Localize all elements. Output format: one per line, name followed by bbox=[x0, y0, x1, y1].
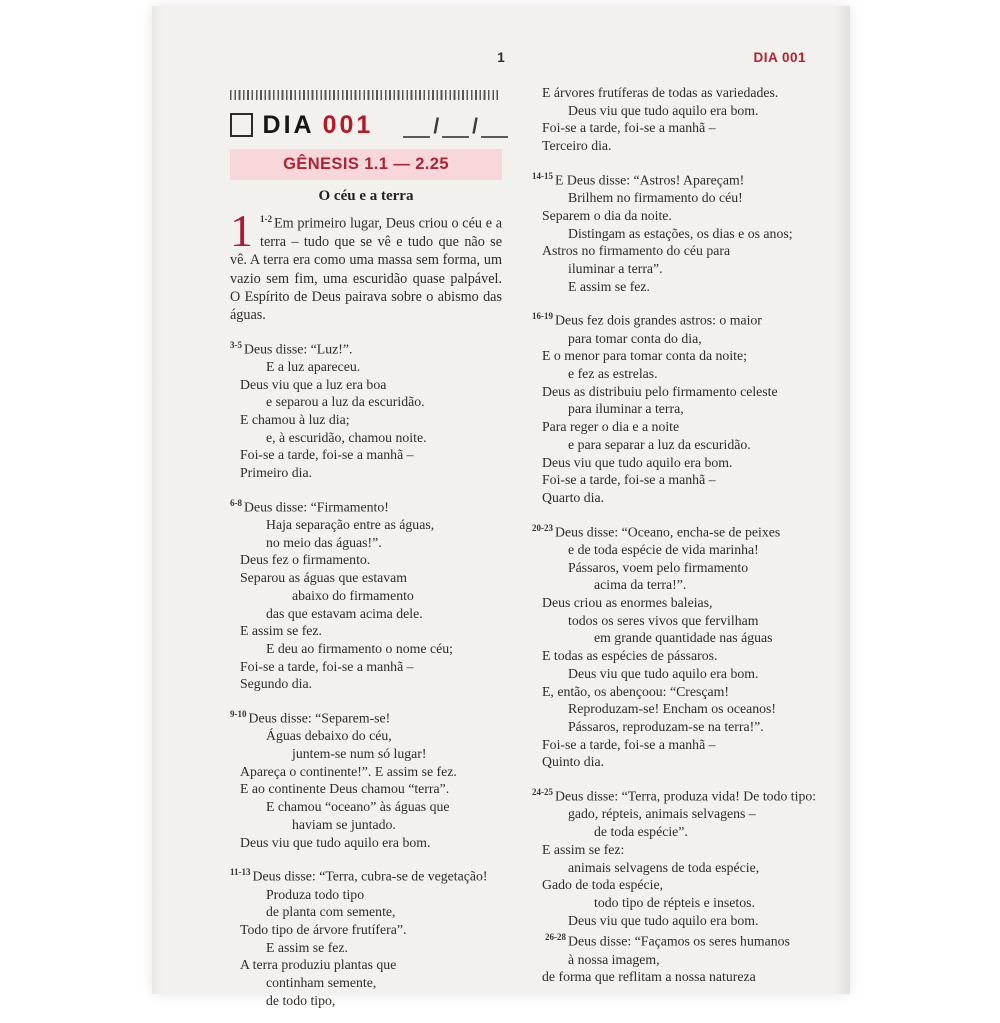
verse-line: de toda espécie”. bbox=[594, 824, 688, 840]
verse-stanza bbox=[532, 168, 810, 296]
verse-number: 3-5 bbox=[230, 339, 242, 350]
verse-line: Haja separação entre as águas, bbox=[266, 517, 435, 533]
verse-stanza bbox=[532, 929, 810, 986]
verse-stanza bbox=[230, 864, 508, 1009]
verse-line: $^{11-13}$ Deus disse: “Terra, cubra-se de vegetação! bbox=[230, 867, 488, 884]
running-head-day: DIA 001 bbox=[753, 50, 806, 65]
verse-number: 1-2 bbox=[260, 214, 272, 224]
verse-line: à nossa imagem, bbox=[568, 951, 660, 967]
verse-line: das que estavam acima dele. bbox=[266, 605, 423, 621]
verse-line: Deus criou as enormes baleias, bbox=[542, 595, 713, 611]
verse-line: Deus viu que tudo aquilo era bom. bbox=[568, 665, 759, 681]
verse-line: Segundo dia. bbox=[240, 676, 313, 692]
verse-number: 9-10 bbox=[230, 709, 247, 720]
verse-line: Astros no firmamento do céu para bbox=[542, 243, 731, 259]
verse-line: Foi-se a tarde, foi-se a manhã – bbox=[240, 658, 414, 674]
verse-line: abaixo do firmamento bbox=[292, 587, 414, 603]
bible-page bbox=[152, 6, 850, 1008]
verse-line: $^{20-23}$ Deus disse: “Oceano, encha-se de peixes bbox=[532, 522, 781, 540]
verse-line: Deus as distribuiu pelo firmamento celeste bbox=[542, 383, 778, 399]
verse-stanza bbox=[532, 308, 810, 506]
verse-number: 14-15 bbox=[532, 170, 553, 181]
verse-line: Quarto dia. bbox=[542, 489, 605, 505]
verse-line: acima da terra!”. bbox=[594, 577, 687, 593]
date-slash: / bbox=[472, 115, 478, 138]
date-blank-day bbox=[403, 110, 430, 138]
verse-stanza bbox=[532, 520, 810, 771]
verse-line: todos os seres vivos que fervilham bbox=[568, 612, 759, 628]
right-column-stanzas bbox=[532, 84, 817, 986]
verse-line: haviam se juntado. bbox=[292, 816, 396, 832]
verse-number: 20-23 bbox=[532, 522, 553, 533]
verse-stanza bbox=[230, 706, 508, 851]
verse-number: 24-25 bbox=[532, 787, 553, 798]
verse-line: e separou a luz da escuridão. bbox=[266, 394, 425, 410]
verse-line: Deus viu que tudo aquilo era bom. bbox=[240, 834, 431, 850]
page-number: 1 bbox=[497, 50, 505, 65]
verse-line: E, então, os abençoou: “Cresçam! bbox=[542, 683, 729, 699]
verse-line: Terceiro dia. bbox=[542, 138, 612, 154]
verse-line: $^{6-8}$ Deus disse: “Firmamento! bbox=[230, 497, 389, 515]
date-slash: / bbox=[433, 115, 440, 138]
verse-line: E a luz apareceu. bbox=[266, 358, 361, 374]
verse-line: de planta com semente, bbox=[266, 904, 396, 920]
left-column-stanzas bbox=[230, 337, 508, 1010]
verse-line: Foi-se a tarde, foi-se a manhã – bbox=[542, 472, 716, 488]
day-tracker-row bbox=[230, 110, 508, 140]
verse-line: Distingam as estações, os dias e os anos; bbox=[568, 225, 793, 241]
verse-stanza bbox=[230, 495, 508, 693]
verse-line: em grande quantidade nas águas bbox=[594, 630, 773, 646]
verse-stanza bbox=[532, 84, 810, 155]
verse-line: E árvores frutíferas de todas as variedades. bbox=[542, 85, 779, 100]
verse-line: E assim se fez. bbox=[240, 623, 322, 639]
tick-strip-decoration bbox=[230, 90, 498, 100]
verse-line: todo tipo de répteis e insetos. bbox=[594, 894, 755, 910]
day-label: DIA bbox=[262, 110, 315, 139]
verse-line: Quinto dia. bbox=[542, 754, 605, 770]
verse-line: $^{24-25}$ Deus disse: “Terra, produza vida! De todo tipo: bbox=[532, 787, 817, 804]
verse-line: $^{26-28}$ Deus disse: “Façamos os seres humanos bbox=[545, 932, 790, 949]
verse-line: E chamou à luz dia; bbox=[240, 411, 350, 427]
verse-line: gado, répteis, animais selvagens – bbox=[568, 806, 756, 822]
verse-line: continham semente, bbox=[266, 975, 377, 991]
verse-number: 6-8 bbox=[230, 497, 242, 508]
verse-line: E assim se fez: bbox=[542, 841, 625, 857]
verse-line: e de toda espécie de vida marinha! bbox=[568, 541, 759, 557]
left-column bbox=[230, 90, 508, 1023]
verse-line: para iluminar a terra, bbox=[568, 401, 684, 417]
verse-line: Águas debaixo do céu, bbox=[266, 728, 392, 744]
verse-line: Foi-se a tarde, foi-se a manhã – bbox=[542, 120, 716, 136]
verse-line: Foi-se a tarde, foi-se a manhã – bbox=[240, 447, 414, 463]
date-blanks bbox=[403, 112, 508, 138]
verse-line: Primeiro dia. bbox=[240, 465, 313, 481]
verse-line: animais selvagens de toda espécie, bbox=[568, 859, 760, 875]
verse-line: A terra produziu plantas que bbox=[240, 957, 397, 973]
verse-line: Deus viu que a luz era boa bbox=[240, 376, 387, 392]
verse-line: E assim se fez. bbox=[266, 939, 348, 955]
verse-line: $^{16-19}$ Deus fez dois grandes astros: o maior bbox=[532, 311, 762, 328]
verse-line: E chamou “oceano” às águas que bbox=[266, 799, 450, 815]
verse-line: Deus viu que tudo aquilo era bom. bbox=[568, 912, 759, 928]
verse-line: Separem o dia da noite. bbox=[542, 207, 672, 223]
verse-line: $^{9-10}$ Deus disse: “Separem-se! bbox=[230, 709, 391, 726]
intro-text: Em primeiro lugar, Deus criou o céu e a terra – tudo que se vê e tudo que não se vê. A terra era como uma massa sem forma, um vazio sem fim, uma escuridão quase palpável. O Espírito de Deus pairava sobre o abismo das águas. bbox=[230, 215, 502, 324]
date-blank-year bbox=[481, 110, 508, 138]
verse-line: e para separar a luz da escuridão. bbox=[568, 436, 751, 452]
verse-stanza bbox=[230, 337, 508, 482]
verse-line: E o menor para tomar conta da noite; bbox=[542, 348, 747, 364]
verse-line: Pássaros, reproduzam-se na terra!”. bbox=[568, 718, 764, 734]
verse-line: Produza todo tipo bbox=[266, 886, 365, 902]
verse-line: Separou as águas que estavam bbox=[240, 570, 408, 586]
right-column bbox=[532, 84, 817, 986]
verse-line: e, à escuridão, chamou noite. bbox=[266, 429, 427, 445]
verse-line: Deus viu que tudo aquilo era bom. bbox=[542, 454, 733, 470]
verse-line: Deus fez o firmamento. bbox=[240, 552, 371, 568]
verse-line: Deus viu que tudo aquilo era bom. bbox=[568, 102, 759, 118]
verse-line: Para reger o dia e a noite bbox=[542, 419, 680, 435]
date-blank-month bbox=[442, 110, 469, 138]
verse-line: no meio das águas!”. bbox=[266, 534, 382, 550]
section-title: O céu e a terra bbox=[318, 188, 414, 204]
verse-line: iluminar a terra”. bbox=[568, 260, 663, 276]
verse-stanza bbox=[532, 784, 817, 929]
verse-line: Brilhem no firmamento do céu! bbox=[568, 190, 743, 206]
verse-line: juntem-se num só lugar! bbox=[292, 746, 427, 762]
verse-line: de forma que reflitam a nossa natureza bbox=[542, 969, 756, 985]
chapter-intro-paragraph bbox=[230, 205, 502, 325]
verse-line: Gado de toda espécie, bbox=[542, 877, 664, 893]
verse-line: E assim se fez. bbox=[568, 278, 650, 294]
verse-line: Apareça o continente!”. E assim se fez. bbox=[240, 763, 457, 779]
verse-line: $^{14-15}$ E Deus disse: “Astros! Apareçam! bbox=[532, 170, 745, 188]
verse-number: 16-19 bbox=[532, 311, 553, 322]
day-checkbox bbox=[230, 113, 253, 137]
verse-line: Reproduzam-se! Encham os oceanos! bbox=[568, 701, 777, 717]
verse-line: Pássaros, voem pelo firmamento bbox=[568, 559, 749, 575]
verse-line: Todo tipo de árvore frutífera”. bbox=[240, 921, 407, 937]
verse-line: e fez as estrelas. bbox=[568, 366, 658, 382]
verse-line: Foi-se a tarde, foi-se a manhã – bbox=[542, 736, 716, 752]
verse-line: $^{3-5}$ Deus disse: “Luz!”. bbox=[230, 339, 353, 357]
verse-line: para tomar conta do dia, bbox=[568, 330, 702, 346]
verse-number: 11-13 bbox=[230, 867, 251, 878]
verse-line: E ao continente Deus chamou “terra”. bbox=[240, 781, 450, 797]
verse-line: de todo tipo, bbox=[266, 992, 336, 1008]
verse-line: E deu ao firmamento o nome céu; bbox=[266, 640, 453, 656]
passage-reference-banner: GÊNESIS 1.1 — 2.25 bbox=[230, 149, 502, 180]
chapter-number-dropcap: 1 bbox=[230, 205, 253, 256]
verse-line: E todas as espécies de pássaros. bbox=[542, 648, 718, 664]
day-number: 001 bbox=[322, 110, 374, 139]
verse-number: 26-28 bbox=[545, 932, 566, 943]
